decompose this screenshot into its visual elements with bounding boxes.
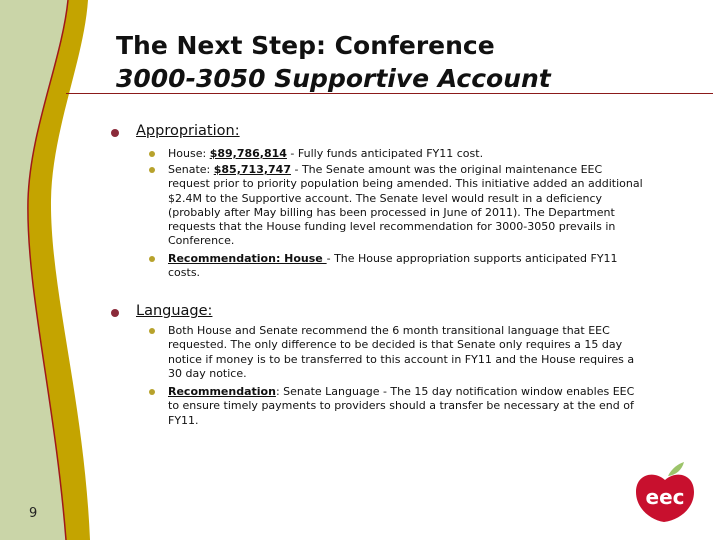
decorative-wave-band: [0, 0, 100, 540]
slide-subtitle: 3000-3050 Supportive Account: [116, 64, 551, 93]
list-item: Both House and Senate recommend the 6 month transitional language that EEC requested. The only difference to be decided is that Senate only requires a 15 day notice if money is to be transferred to this account in FY11 and the House requires a 30 day notice.: [168, 324, 643, 381]
section-language: [136, 303, 212, 319]
bullet-icon: [149, 328, 155, 334]
bullet-icon: [111, 309, 119, 317]
bullet-icon: [111, 129, 119, 137]
list-item: Senate: $85,713,747 - The Senate amount was the original maintenance EEC request prior to priority population being amended. This initiative added an additional $2.4M to the Supportive account. The Senate level would result in a deficiency (probably after May billing has been processed in June of 2011). The Department requests that the House funding level recommendation for 3000-3050 prevails in Conference.: [168, 163, 643, 249]
section-heading: Language:: [136, 303, 213, 319]
title-divider: [66, 93, 713, 94]
svg-text:eec: eec: [645, 485, 685, 509]
bullet-icon: [149, 389, 155, 395]
list-item: Recommendation: Senate Language - The 15 day notification window enables EEC to ensure timely payments to providers should a transfer be necessary at the end of FY11.: [168, 385, 643, 428]
section-appropriation: [136, 123, 240, 139]
page-number: 9: [29, 506, 38, 521]
list-item: House: $89,786,814 - Fully funds anticipated FY11 cost.: [168, 147, 643, 161]
bullet-icon: [149, 151, 155, 157]
bullet-icon: [149, 256, 155, 262]
list-item: Recommendation: House - The House appropriation supports anticipated FY11 costs.: [168, 252, 643, 281]
slide-title: The Next Step: Conference: [116, 31, 495, 60]
section-heading: Appropriation:: [136, 123, 240, 139]
bullet-icon: [149, 167, 155, 173]
eec-apple-logo: [632, 460, 698, 524]
